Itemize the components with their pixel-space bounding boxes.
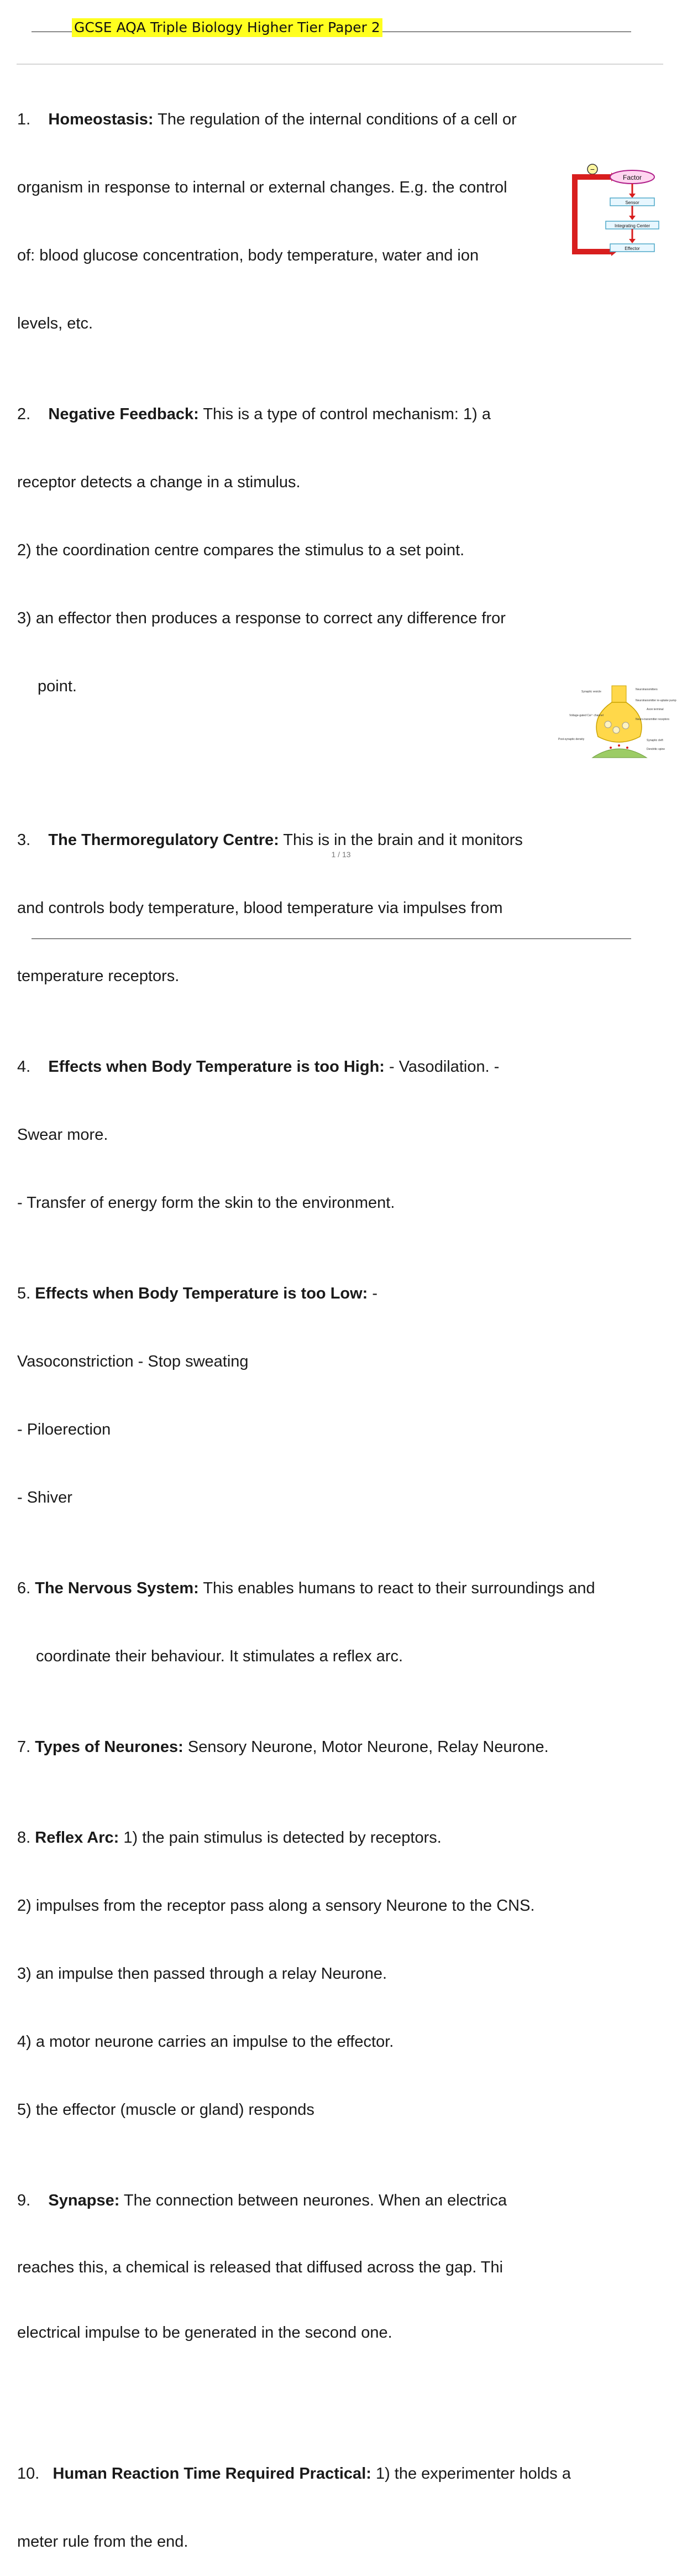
item-text: organism in response to internal or external changes. E.g. the control bbox=[17, 179, 507, 196]
item-text: of: blood glucose concentration, body temperature, water and ion bbox=[17, 247, 479, 264]
negative-feedback-svg bbox=[570, 160, 663, 260]
list-item bbox=[17, 1056, 658, 1078]
neurotransmitter-dot bbox=[618, 744, 620, 747]
item-text: temperature receptors. bbox=[17, 967, 180, 985]
synapse-svg bbox=[558, 686, 676, 762]
minus-label: − bbox=[590, 165, 595, 174]
item-term: The Nervous System: bbox=[35, 1579, 199, 1597]
item-text: - Piloerection bbox=[17, 1421, 111, 1438]
item-term: Effects when Body Temperature is too High: bbox=[48, 1058, 385, 1076]
axon-terminal-label: Axon terminal bbox=[647, 708, 664, 711]
item-number: 10. bbox=[17, 2465, 40, 2483]
item-text: reaches this, a chemical is released that diffused across the gap. Thi bbox=[17, 2259, 503, 2276]
item-text: This is in the brain and it monitors bbox=[279, 831, 523, 849]
item-term: Negative Feedback: bbox=[48, 405, 199, 423]
item-number: 2. bbox=[17, 405, 31, 423]
feedback-arrow-path bbox=[575, 177, 611, 252]
item-number: 6. bbox=[17, 1579, 31, 1597]
effector-label: Effector bbox=[625, 246, 640, 251]
item-text: 3) an impulse then passed through a relay Neurone. bbox=[17, 1965, 387, 1983]
vesicle-icon bbox=[613, 727, 620, 733]
item-text: This is a type of control mechanism: 1) a bbox=[198, 405, 491, 423]
axon-shape bbox=[612, 686, 626, 702]
item-text: coordinate their behaviour. It stimulates a reflex arc. bbox=[36, 1647, 403, 1665]
item-term: Reflex Arc: bbox=[35, 1829, 119, 1847]
list-item bbox=[17, 403, 658, 426]
item-number: 7. bbox=[17, 1738, 31, 1756]
item-text: Vasoconstriction - Stop sweating bbox=[17, 1353, 249, 1370]
item-text: - Vasodilation. - bbox=[384, 1058, 500, 1076]
item-text: - Shiver bbox=[17, 1489, 72, 1506]
item-term: Effects when Body Temperature is too Low: bbox=[35, 1285, 368, 1302]
item-term: Types of Neurones: bbox=[35, 1738, 183, 1756]
reuptake-pump-label: Neurotransmitter re-uptake pump bbox=[636, 699, 676, 702]
item-number: 1. bbox=[17, 111, 31, 128]
item-number: 8. bbox=[17, 1829, 31, 1847]
vesicle-icon bbox=[605, 721, 611, 728]
item-text: Swear more. bbox=[17, 1126, 108, 1144]
list-item bbox=[17, 2463, 658, 2485]
receptors-label: Neuro-transmitter receptors bbox=[636, 718, 670, 721]
list-item bbox=[17, 108, 658, 131]
item-text: electrical impulse to be generated in the second one. bbox=[17, 2324, 392, 2342]
item-text: point. bbox=[38, 677, 77, 695]
dendritic-spine-shape bbox=[592, 749, 647, 758]
page-title: GCSE AQA Triple Biology Higher Tier Paper 2 bbox=[72, 18, 382, 37]
item-term: The Thermoregulatory Centre: bbox=[48, 831, 279, 849]
item-number: 4. bbox=[17, 1058, 31, 1076]
item-text: 5) the effector (muscle or gland) responds bbox=[17, 2101, 314, 2119]
page-number: 1 / 13 bbox=[331, 850, 351, 859]
item-term: Homeostasis: bbox=[48, 111, 154, 128]
integrating-center-label: Integrating Center bbox=[614, 223, 650, 228]
item-term: Human Reaction Time Required Practical: bbox=[53, 2465, 371, 2483]
item-text: levels, etc. bbox=[17, 315, 93, 332]
synaptic-vesicle-label: Synaptic vesicle bbox=[581, 690, 601, 693]
neurotransmitters-label: Neurotransmitters bbox=[636, 688, 658, 691]
footer-rule bbox=[32, 938, 631, 939]
spacer bbox=[17, 2388, 658, 2395]
item-text: The regulation of the internal conditions of a cell or bbox=[153, 111, 517, 128]
item-text: Sensory Neurone, Motor Neurone, Relay Neurone. bbox=[183, 1738, 549, 1756]
item-number: 5. bbox=[17, 1285, 31, 1302]
item-text: 2) the coordination centre compares the stimulus to a set point. bbox=[17, 541, 465, 559]
negative-feedback-diagram bbox=[570, 160, 663, 260]
voltage-channel-label: Voltage-gated Ca²⁺ channel bbox=[569, 714, 604, 717]
list-item bbox=[17, 2189, 658, 2212]
vesicle-icon bbox=[622, 722, 629, 729]
item-term: Synapse: bbox=[48, 2192, 120, 2209]
item-text: 1) the experimenter holds a bbox=[371, 2465, 571, 2483]
list-item bbox=[17, 829, 658, 852]
dendritic-spine-label: Dendritic spine bbox=[647, 748, 665, 751]
item-text: 3) an effector then produces a response to correct any difference fror bbox=[17, 609, 506, 627]
item-text: 2) impulses from the receptor pass along a sensory Neurone to the CNS. bbox=[17, 1897, 535, 1915]
sensor-label: Sensor bbox=[625, 200, 639, 205]
axon-terminal-shape bbox=[596, 702, 642, 742]
item-text: receptor detects a change in a stimulus. bbox=[17, 473, 301, 491]
item-number: 9. bbox=[17, 2192, 31, 2209]
item-text: The connection between neurones. When an electrica bbox=[119, 2192, 507, 2209]
item-text: and controls body temperature, blood temperature via impulses from bbox=[17, 899, 503, 917]
item-text: - Transfer of energy form the skin to the environment. bbox=[17, 1194, 395, 1212]
flow-arrowhead-icon bbox=[629, 194, 636, 198]
factor-label: Factor bbox=[622, 174, 642, 181]
item-text: meter rule from the end. bbox=[17, 2533, 188, 2551]
item-text: 4) a motor neurone carries an impulse to the effector. bbox=[17, 2033, 394, 2051]
item-text: 1) the pain stimulus is detected by receptors. bbox=[119, 1829, 442, 1847]
list-item bbox=[17, 1827, 658, 1849]
synapse-diagram bbox=[558, 686, 676, 762]
item-number: 3. bbox=[17, 831, 31, 849]
list-item bbox=[17, 1736, 658, 1759]
flow-arrowhead-icon bbox=[629, 216, 636, 220]
post-synaptic-density-label: Post-synaptic density bbox=[558, 738, 585, 741]
list-item bbox=[17, 1282, 658, 1305]
flow-arrowhead-icon bbox=[629, 239, 636, 243]
list-item bbox=[17, 1577, 658, 1600]
item-text: - bbox=[368, 1285, 378, 1302]
neurotransmitter-dot bbox=[626, 747, 628, 749]
notes-list bbox=[17, 63, 658, 2576]
synaptic-cleft-label: Synaptic cleft bbox=[647, 739, 663, 742]
item-text: This enables humans to react to their surroundings and bbox=[198, 1579, 595, 1597]
neurotransmitter-dot bbox=[610, 747, 612, 749]
